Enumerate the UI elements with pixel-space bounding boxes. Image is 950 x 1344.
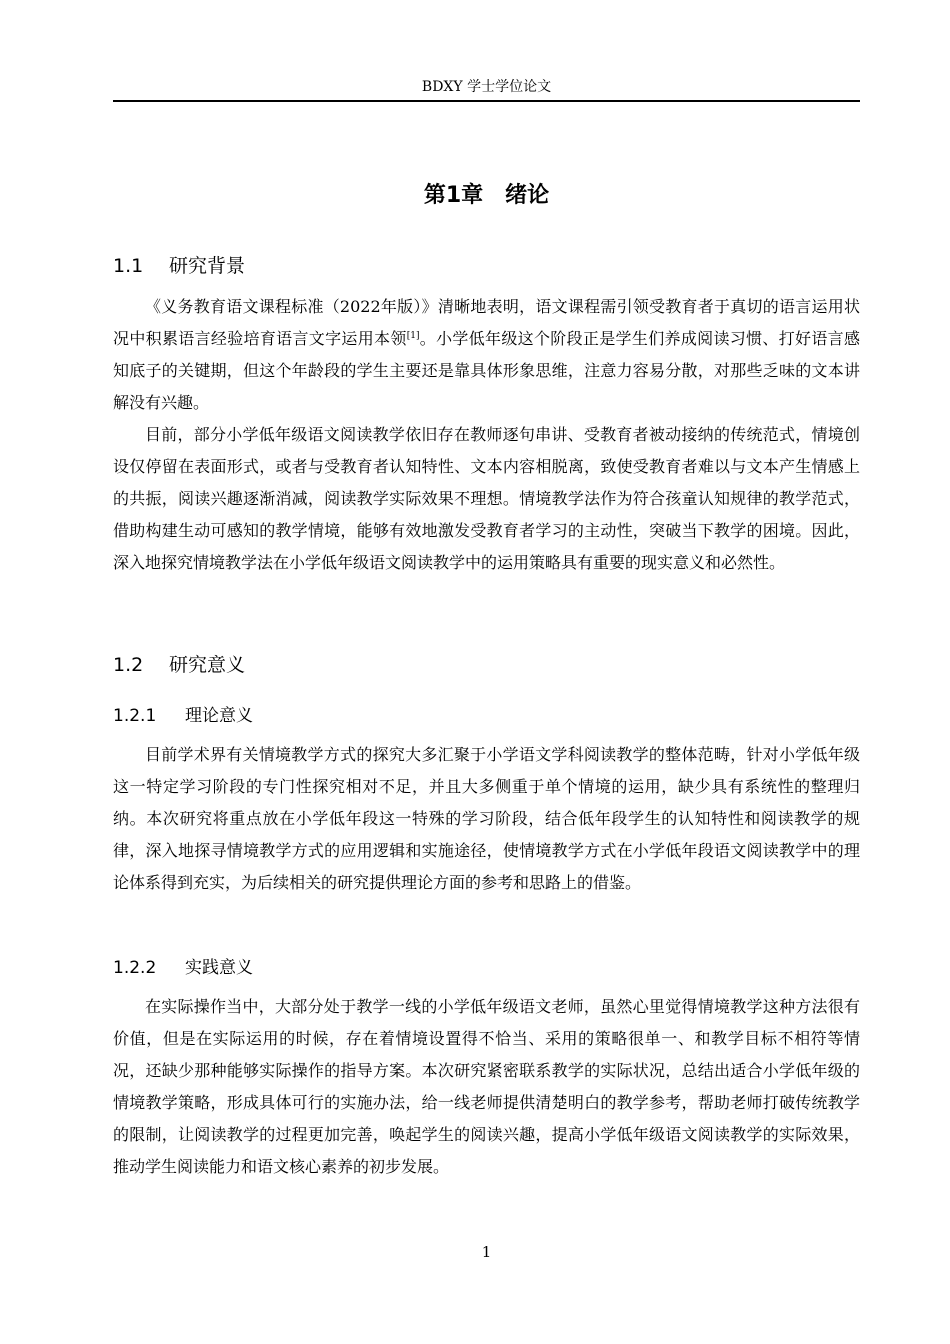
subsection-number: 1.2.2 xyxy=(113,958,157,978)
chapter-number: 第1章 xyxy=(423,183,484,208)
paragraph-theoretical-significance: 目前学术界有关情境教学方式的探究大多汇聚于小学语文学科阅读教学的整体范畴，针对小学低年级这一特定学习阶段的专门性探究相对不足，并且大多侧重于单个情境的运用，缺少具有系统性的整理归纳。本次研究将重点放在小学低年段这一特殊的学习阶段，结合低年段学生的认知特性和阅读教学的规律，深入地探寻情境教学方式的应用逻辑和实施途径，使情境教学方式在小学低年段语文阅读教学中的理论体系得到充实，为后续相关的研究提供理论方面的参考和思路上的借鉴。 xyxy=(113,745,860,892)
section-number: 1.1 xyxy=(113,255,144,277)
paragraph-practical-significance: 在实际操作当中，大部分处于教学一线的小学低年级语文老师，虽然心里觉得情境教学这种方法很有价值，但是在实际运用的时候，存在着情境设置得不恰当、采用的策略很单一、和教学目标不相符等情况，还缺少那种能够实际操作的指导方案。本次研究紧密联系教学的实际状况，总结出适合小学低年级的情境教学策略，形成具体可行的实施办法，给一线老师提供清楚明白的教学参考，帮助老师打破传统教学的限制，让阅读教学的过程更加完善，唤起学生的阅读兴趣，提高小学低年级语文阅读教学的实际效果，推动学生阅读能力和语文核心素养的初步发展。 xyxy=(113,997,860,1176)
chapter-name: 绪论 xyxy=(505,183,550,208)
paragraph-text: 。小学低年级这个阶段正是学生们养成阅读习惯、打好语言感知底子的关键期，但这个年龄段的学生主要还是靠具体形象思维，注意力容易分散，对那些乏味的文本讲解没有兴趣。 xyxy=(113,329,860,412)
section-number: 1.2 xyxy=(113,654,144,676)
subsection-number: 1.2.1 xyxy=(113,706,157,726)
paragraph-background-2: 目前，部分小学低年级语文阅读教学依旧存在教师逐句串讲、受教育者被动接纳的传统范式，情境创设仅停留在表面形式，或者与受教育者认知特性、文本内容相脱离，致使受教育者难以与文本产生情感上的共振，阅读兴趣逐渐消减，阅读教学实际效果不理想。情境教学法作为符合孩童认知规律的教学范式，借助构建生动可感知的教学情境，能够有效地激发受教育者学习的主动性，突破当下教学的困境。因此，深入地探究情境教学法在小学低年级语文阅读教学中的运用策略具有重要的现实意义和必然性。 xyxy=(113,425,860,572)
subsection-title: 实践意义 xyxy=(185,958,253,978)
paragraph-background-1 xyxy=(113,291,860,419)
paragraph-text: 《义务教育语文课程标准（2022年版）》清晰地表明，语文课程需引领受教育者于真切的语言运用状况中积累语言经验培育语言文字运用本领 xyxy=(113,297,860,348)
section-title: 研究背景 xyxy=(169,255,246,277)
chapter-title xyxy=(113,181,860,211)
page-number: 1 xyxy=(481,1243,492,1261)
subsection-heading-1-2-1 xyxy=(113,704,253,728)
subsection-heading-1-2-2 xyxy=(113,956,253,980)
citation-marker: [1] xyxy=(406,331,420,341)
running-header: BDXY 学士学位论文 xyxy=(421,79,552,95)
section-title: 研究意义 xyxy=(169,654,246,676)
subsection-title: 理论意义 xyxy=(185,706,253,726)
section-heading-1-1 xyxy=(113,253,245,279)
section-heading-1-2 xyxy=(113,652,245,678)
header-rule xyxy=(113,100,860,102)
